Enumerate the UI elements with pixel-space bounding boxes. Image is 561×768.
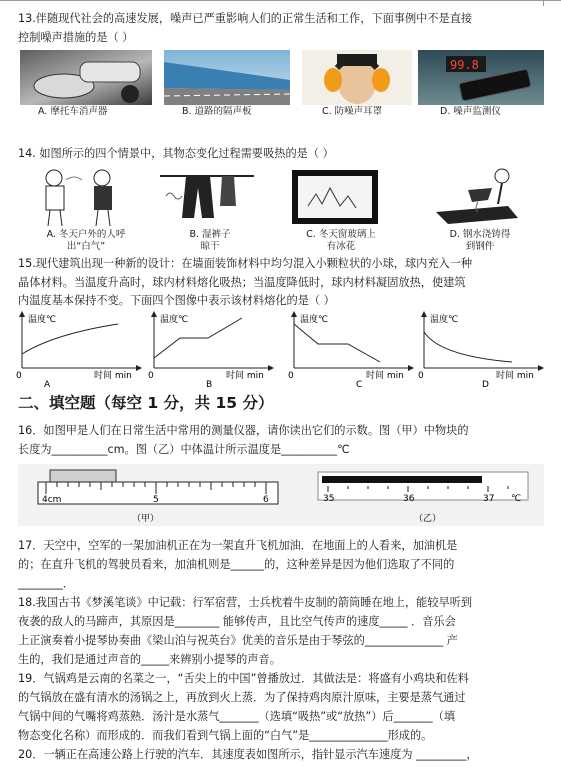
- figure-b-label: （乙）: [414, 514, 442, 524]
- graph-c-ylabel: 温度℃: [300, 315, 329, 325]
- graph-b: [146, 310, 276, 388]
- measurement-figure: [18, 464, 544, 526]
- ruler-label-4: 4cm: [42, 495, 62, 505]
- earmuffs-image: [302, 50, 412, 105]
- q14-caption-a-1: A. 冬天户外的人呼: [46, 229, 126, 240]
- q18-line-4: 生的，我们是通过声音的_____来辨别小提琴的声音。: [18, 653, 281, 666]
- road-sound-barrier-image: [164, 50, 290, 105]
- section-heading: 二、填空题（每空 1 分，共 15 分）: [18, 394, 274, 412]
- ruler-label-5: 5: [153, 495, 159, 505]
- wet-pants-image: [156, 166, 258, 228]
- q16-line-1: 16．如图甲是人们在日常生活中常用的测量仪器，请你读出它们的示数。图（甲）中物块的: [18, 424, 469, 437]
- thermo-label-35: 35: [323, 494, 335, 504]
- graph-b-xlabel: 时间 min: [226, 371, 264, 381]
- q15-line-2: 晶体材料。当温度升高时，球内材料熔化吸热；当温度降低时，球内材料凝固放热，使建筑: [18, 276, 466, 289]
- graph-a-xlabel: 时间 min: [94, 371, 132, 381]
- page-corner-mark: [543, 0, 544, 6]
- q17-line-1: 17．天空中，空军的一架加油机正在为一架直升飞机加油．在地面上的人看来，加油机是: [18, 539, 458, 552]
- graph-c-origin: 0: [288, 371, 294, 381]
- graph-b-origin: 0: [148, 371, 154, 381]
- graph-d-letter: D: [482, 380, 489, 388]
- q15-line-3: 内温度基本保持不变。下面四个图像中表示该材料熔化的是（ ）: [18, 294, 335, 307]
- ruler-label-6: 6: [263, 495, 269, 505]
- graph-a-origin: 0: [16, 371, 22, 381]
- graph-d: [416, 310, 546, 388]
- ice-window-image: [288, 166, 382, 228]
- people-breath-image: [24, 166, 136, 228]
- q14-caption-c-2: 有冰花: [326, 241, 356, 252]
- q19-line-1: 19．气锅鸡是云南的名菜之一，“舌尖上的中国”曾播放过．其做法是：将盛有小鸡块和佐料: [18, 672, 469, 685]
- q19-line-4: 物态变化名称）而形成的．而我们看到气锅上面的“白气”是______________形成的。: [18, 729, 433, 742]
- noise-monitor-image: [418, 50, 544, 105]
- q13-line-1: 13.伴随现代社会的高速发展，噪声已严重影响人们的正常生活和工作，下面事例中不是直接: [18, 12, 473, 25]
- steel-casting-image: [428, 166, 522, 228]
- motorcycle-muffler-image: [20, 50, 152, 105]
- q13-caption-c: C. 防噪声耳罩: [322, 106, 383, 117]
- graph-b-letter: B: [206, 380, 213, 388]
- graph-d-ylabel: 温度℃: [430, 315, 459, 325]
- q13-caption-a: A. 摩托车消声器: [38, 106, 108, 117]
- q13-caption-b: B. 道路的隔声板: [182, 106, 252, 117]
- q17-line-2: 的；在直升飞机的驾驶员看来，加油机则是______的，这种差异是因为他们选取了不同的: [18, 558, 455, 571]
- q17-line-3: ________．: [18, 577, 74, 590]
- graph-c: [286, 310, 416, 388]
- q18-line-3: 上正演奏着小提琴协奏曲《梁山泊与祝英台》优美的音乐是由于琴弦的______________ 产: [18, 634, 458, 647]
- thermo-unit: ℃: [511, 494, 522, 504]
- thermo-label-37: 37: [483, 494, 495, 504]
- q14-line-1: 14. 如图所示的四个情景中，其物态变化过程需要吸热的是（ ）: [18, 147, 334, 160]
- q13-line-2: 控制噪声措施的是（ ）: [18, 31, 134, 44]
- q16-line-2: 长度为__________cm。图（乙）中体温计所示温度是__________℃: [18, 443, 350, 456]
- q15-line-1: 15.现代建筑出现一种新的设计：在墙面装饰材料中均匀混入小颗粒状的小球，球内充入一种: [18, 257, 473, 270]
- graph-d-xlabel: 时间 min: [496, 371, 534, 381]
- q19-line-3: 气锅中间的气嘴将鸡蒸熟．汤汁是水蒸气_______（选填“吸热”或“放热”）后_______（填: [18, 710, 456, 723]
- page-top-border: [0, 0, 561, 1]
- graph-a-ylabel: 温度℃: [28, 315, 57, 325]
- q14-caption-d-2: 到钢件: [465, 241, 495, 252]
- graph-c-letter: C: [356, 380, 363, 388]
- q14-caption-c-1: C. 冬天窗玻璃上: [306, 229, 376, 240]
- q13-caption-d: D. 噪声监测仪: [440, 106, 501, 117]
- q14-caption-d-1: D. 钢水浇铸得: [449, 229, 511, 240]
- q20-line-1: 20．一辆正在高速公路上行驶的汽车．其速度表如图所示，指针显示汽车速度为 _________，: [18, 748, 478, 761]
- q18-line-1: 18.我国古书《梦溪笔谈》中记载：行军宿营，士兵枕着牛皮制的箭筒睡在地上，能较早听到: [18, 596, 473, 609]
- q14-caption-b-2: 晾干: [200, 241, 220, 252]
- figure-a-label: （甲）: [132, 514, 160, 524]
- graph-a-letter: A: [44, 380, 51, 388]
- graph-b-ylabel: 温度℃: [160, 315, 189, 325]
- graph-c-xlabel: 时间 min: [366, 371, 404, 381]
- graph-d-origin: 0: [418, 371, 424, 381]
- q19-line-2: 的气锅放在盛有清水的汤锅之上，再放到火上蒸．为了保持鸡肉原汁原味，主要是蒸气通过: [18, 691, 466, 704]
- graph-a: [14, 310, 144, 388]
- q18-line-2: 夜袭的敌人的马蹄声，其原因是________ 能够传声，且比空气传声的速度_____ ．音乐会: [18, 615, 456, 628]
- q14-caption-a-2: 出“白气”: [66, 241, 106, 252]
- q14-caption-b-1: B. 湿裤子: [189, 229, 231, 240]
- thermo-label-36: 36: [403, 494, 415, 504]
- monitor-reading: 99.8: [450, 58, 479, 72]
